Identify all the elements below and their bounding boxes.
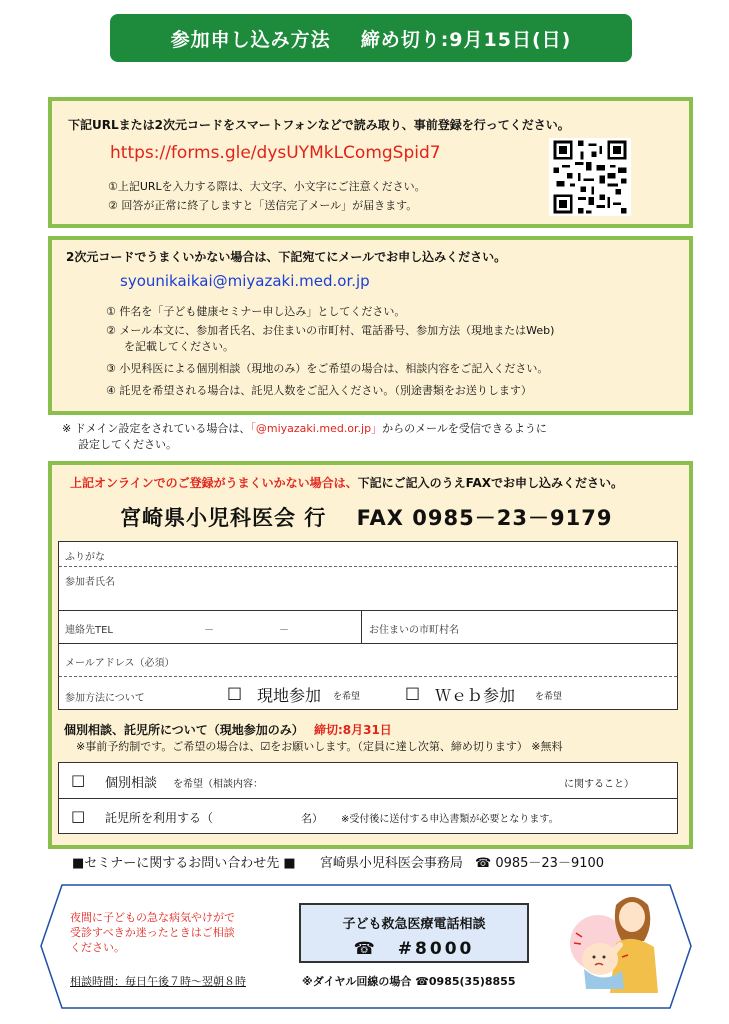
consult-title: 個別相談、託児所について（現地参加のみ） <box>64 723 304 737</box>
city-label: お住まいの市町村名 <box>369 625 459 636</box>
fax-intro <box>70 474 623 491</box>
furigana-label: ふりがな <box>65 552 105 563</box>
inquiry-line <box>72 852 604 871</box>
qr-code-icon[interactable] <box>549 138 631 216</box>
online-note-2: ② 回答が正常に終了しますと「送信完了メール」が届きます。 <box>108 199 418 212</box>
emergency-hours: 相談時間：毎日午後７時～翌朝８時 <box>70 975 246 988</box>
method-label: 参加方法について <box>65 693 145 704</box>
consult-note: ※事前予約制です。ご希望の場合は、☑をお願いします。（定員に達し次第、締め切ります） ※無料 <box>76 740 563 753</box>
web-checkbox[interactable]: □ <box>405 683 421 702</box>
childcare-count-suffix: 名） <box>301 812 323 825</box>
consult-row <box>59 763 677 799</box>
tel-label: 連絡先TEL <box>65 625 113 636</box>
email-item-1: ① 件名を「子ども健康セミナー申し込み」としてください。 <box>106 305 406 318</box>
mother-child-illustration-icon <box>562 885 662 995</box>
childcare-label: 託児所を利用する（ <box>105 811 214 825</box>
consult-sub: を希望（相談内容： <box>173 779 263 790</box>
tel-row <box>59 611 677 644</box>
inquiry-label: ■セミナーに関するお問い合わせ先 ■ <box>72 856 296 871</box>
method-row <box>59 677 677 711</box>
email-intro: 2次元コードでうまくいかない場合は、下記宛てにメールでお申し込みください。 <box>66 250 507 264</box>
online-note-1: ①上記URLを入力する際は、大文字、小文字にご注意ください。 <box>108 180 426 193</box>
online-intro: 下記URLまたは2次元コードをスマートフォンなどで読み取り、事前登録を行ってください。 <box>68 118 570 132</box>
consult-title-line <box>64 721 392 738</box>
domain-note <box>62 420 547 436</box>
deadline-header <box>110 14 632 62</box>
consult-check-table <box>58 762 678 834</box>
web-option-label: Ｗｅｂ参加 <box>435 686 516 705</box>
domain-note-line2: 設定してください。 <box>78 438 177 451</box>
childcare-row <box>59 799 677 835</box>
emergency-message-line2: 受診すべきか迷ったときはご相談 <box>70 926 235 939</box>
fax-form-table <box>58 541 678 710</box>
tel-dash-1: － <box>204 625 214 636</box>
consult-label: 個別相談 <box>105 776 158 791</box>
header-method: 参加申し込み方法 <box>170 28 331 51</box>
fax-intro-rest: 下記にご記入のうえFAXでお申し込みください。 <box>357 476 624 490</box>
fax-number-line: 宮崎県小児科医会 行 FAX 0985－23－9179 <box>120 506 613 530</box>
emergency-message <box>70 910 235 955</box>
email-item-4: ④ 託児を希望される場合は、託児人数をご記入ください。（別途書類をお送りします） <box>106 384 532 397</box>
name-row[interactable] <box>59 567 677 611</box>
registration-url[interactable]: https://forms.gle/dysUYMkLComgSpid7 <box>110 143 441 163</box>
emergency-message-line1: 夜間に子どもの急な病気やけがで <box>70 911 235 924</box>
onsite-checkbox[interactable]: □ <box>227 683 243 702</box>
emergency-dial: ※ダイヤル回線の場合 ☎0985(35)8855 <box>302 975 516 988</box>
fax-intro-red: 上記オンラインでのご登録がうまくいかない場合は、 <box>70 476 358 490</box>
header-deadline: 締め切り:9月15日(日) <box>360 28 572 51</box>
email-row[interactable] <box>59 644 677 677</box>
emergency-box-number[interactable]: ☎ #8000 <box>353 939 475 959</box>
furigana-row[interactable] <box>59 542 677 567</box>
email-item-2: ② メール本文に、参加者氏名、お住まいの市町村、電話番号、参加方法（現地またはWeb) <box>106 324 555 337</box>
email-address[interactable]: syounikaikai@miyazaki.med.or.jp <box>120 272 370 290</box>
domain-note-suffix: からのメールを受信できるように <box>382 422 547 435</box>
name-label: 参加者氏名 <box>65 577 115 588</box>
onsite-option-label: 現地参加 <box>257 686 322 705</box>
emergency-message-line3: ください。 <box>70 941 125 954</box>
email-item-3: ③ 小児科医による個別相談（現地のみ）をご希望の場合は、相談内容をご記入ください。 <box>106 362 549 375</box>
web-option-sub: を希望 <box>535 692 563 702</box>
inquiry-office: 宮崎県小児科医会事務局 <box>319 856 463 871</box>
onsite-option-sub: を希望 <box>333 692 361 702</box>
emergency-box-title: 子ども救急医療電話相談 <box>342 917 486 932</box>
tel-city-divider <box>361 611 362 644</box>
tel-dash-2: － <box>279 625 289 636</box>
email-field-label: メールアドレス（必須） <box>65 658 175 669</box>
childcare-checkbox[interactable]: □ <box>71 807 86 825</box>
consult-end: に関すること） <box>564 779 634 790</box>
email-item-2-cont: を記載してください。 <box>124 340 234 353</box>
consult-deadline: 締切:8月31日 <box>313 723 392 737</box>
inquiry-phone[interactable]: ☎ 0985－23－9100 <box>475 856 605 871</box>
childcare-note: ※受付後に送付する申込書類が必要となります。 <box>341 814 559 825</box>
domain-note-prefix: ※ ドメイン設定をされている場合は、 <box>62 422 251 435</box>
domain-note-domain: 「@miyazaki.med.or.jp」 <box>250 422 383 435</box>
consult-checkbox[interactable]: □ <box>71 771 86 789</box>
emergency-hotline-box <box>299 903 529 963</box>
